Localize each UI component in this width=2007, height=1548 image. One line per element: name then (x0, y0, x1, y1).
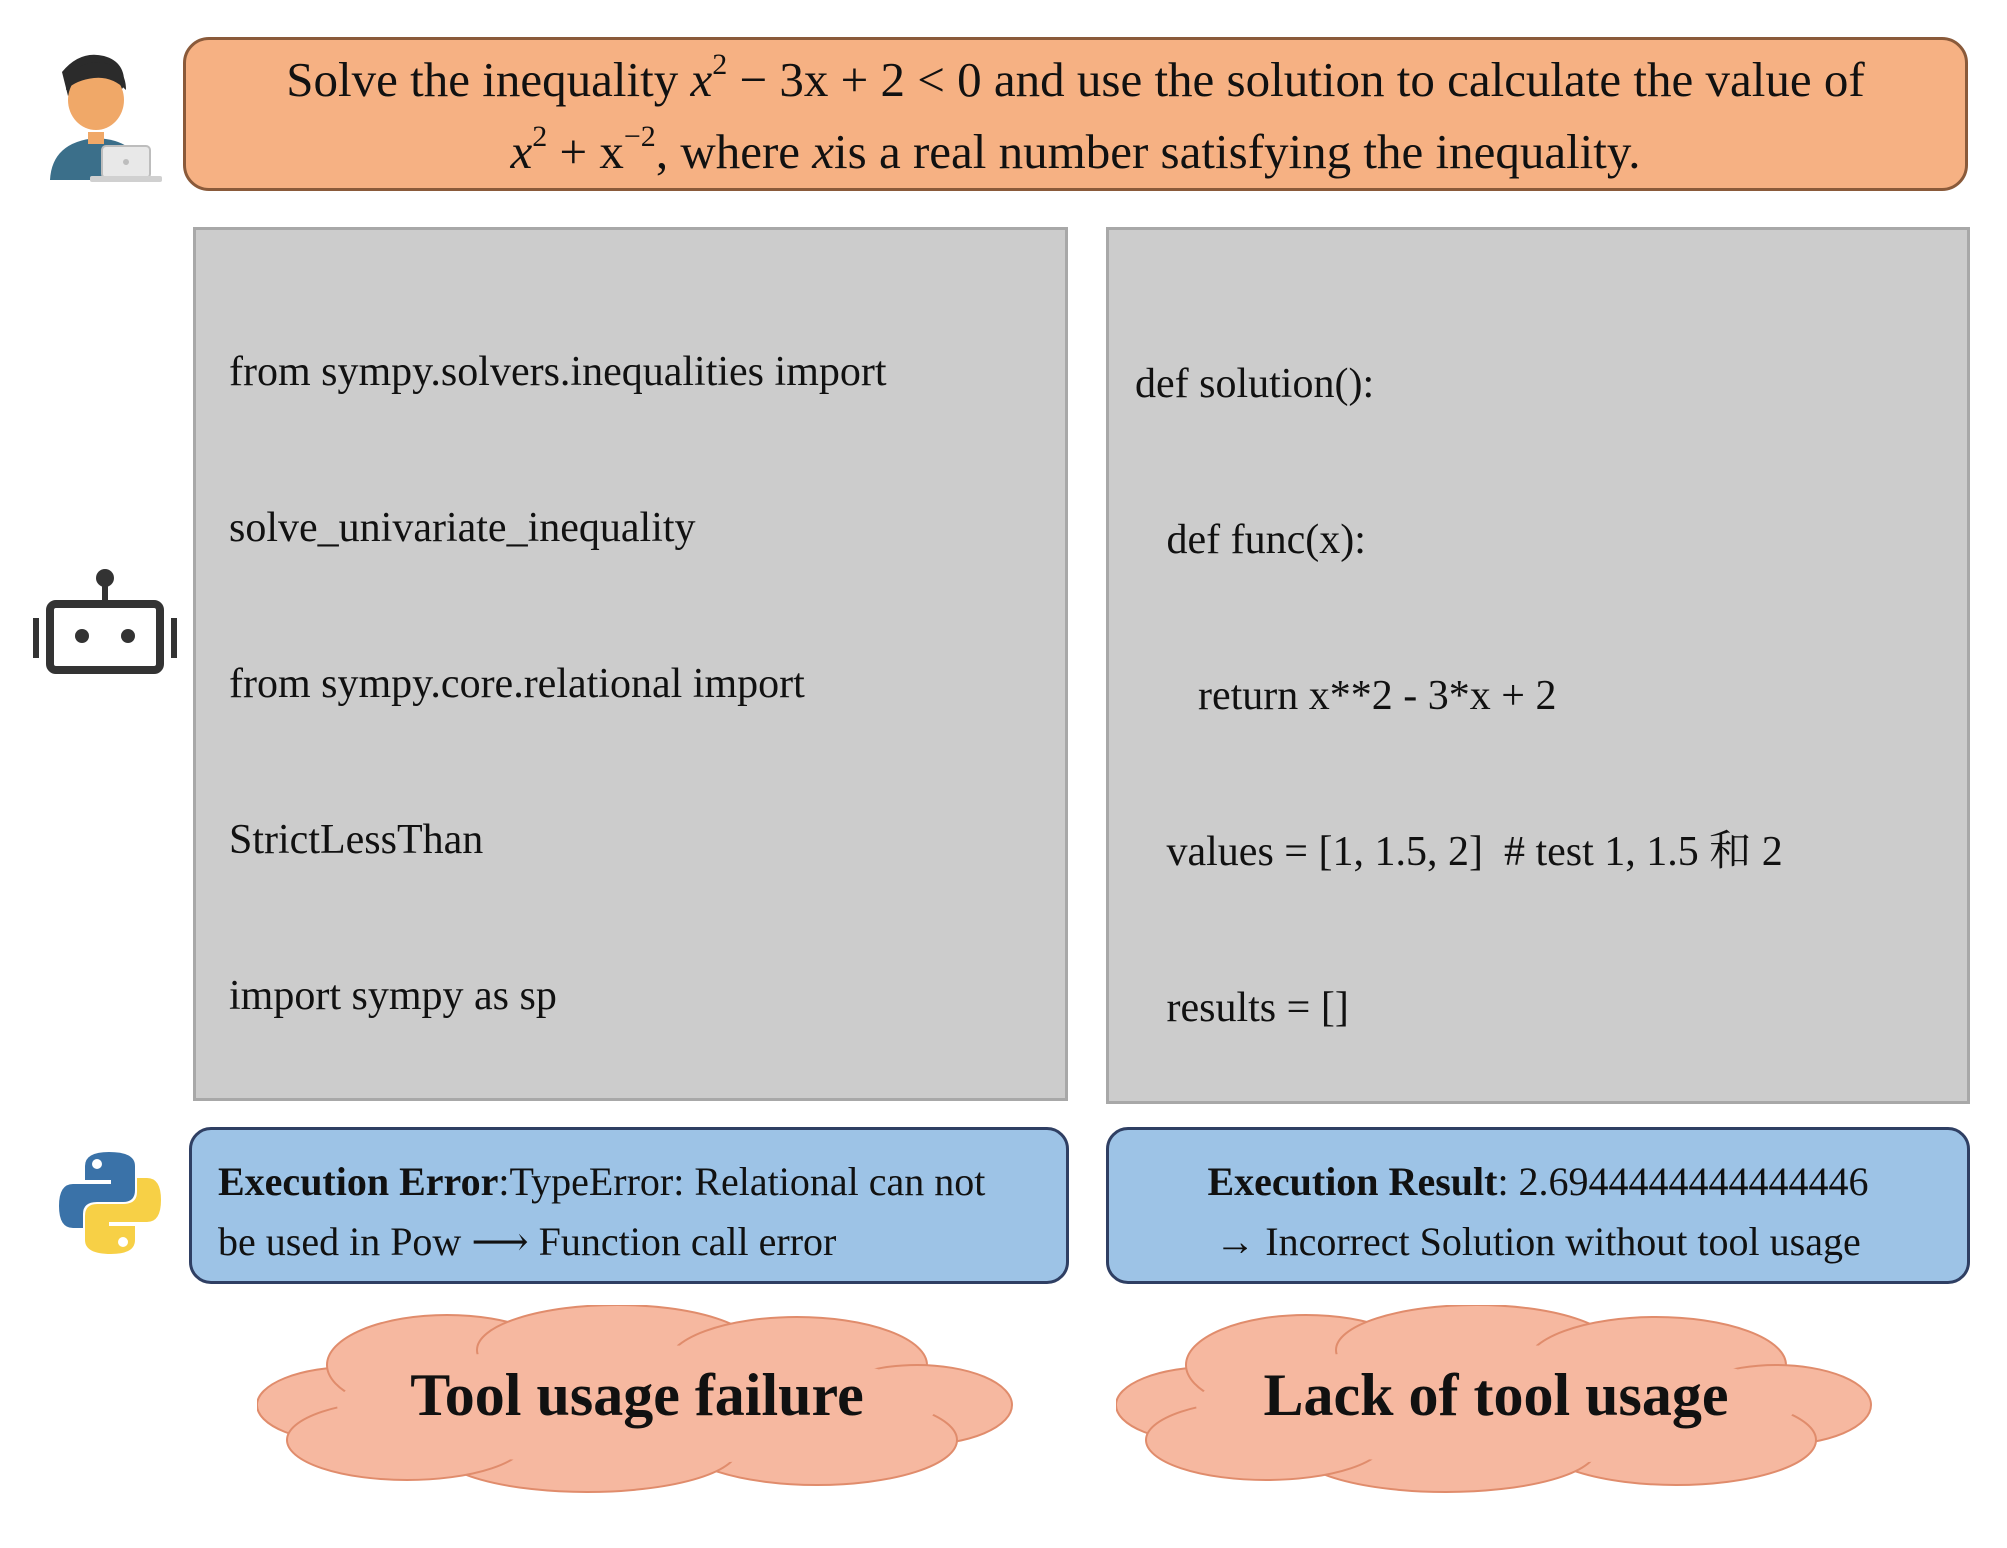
cloud-label: Lack of tool usage (1263, 1361, 1729, 1428)
user-laptop-icon (40, 50, 165, 185)
code-line: def func(x): (1135, 517, 1366, 563)
question-line-1: Solve the inequality $x^2 - 3x + 2 < 0$ and use the solution to calculate the value of (286, 48, 1865, 107)
left-code-panel (193, 227, 1068, 1101)
execution-result-value: : 2.6944444444444446 (1497, 1159, 1869, 1204)
execution-result-label: Execution Result (1207, 1159, 1498, 1204)
cloud-label: Tool usage failure (410, 1361, 864, 1428)
code-line: def solution(): (1135, 361, 1375, 407)
code-line: results = [] (1135, 985, 1349, 1031)
execution-error-label: Execution Error (218, 1159, 499, 1204)
execution-error-text-2: be used in Pow ⟶ Function call error (218, 1219, 837, 1264)
lack-of-tool-usage-cloud (1116, 1305, 1876, 1505)
code-line: from sympy.solvers.inequalities import (229, 349, 887, 395)
code-line: StrictLessThan (229, 817, 484, 863)
code-line: import sympy as sp (229, 973, 557, 1019)
question-banner (183, 37, 1968, 191)
right-code-panel (1106, 227, 1970, 1104)
question-line-2: $x^2 + x^{-2}$, where xis a real number satisfying the inequality. (510, 120, 1641, 179)
code-line: solve_univariate_inequality (229, 505, 696, 551)
python-logo-icon (55, 1148, 165, 1258)
execution-result-box (1106, 1127, 1970, 1284)
execution-error-text: :TypeError: Relational can not (498, 1159, 986, 1204)
execution-result-text-2: → Incorrect Solution without tool usage (1215, 1219, 1861, 1264)
code-line: values = [1, 1.5, 2] # test 1, 1.5 和 2 (1135, 829, 1783, 875)
robot-icon (30, 568, 180, 676)
tool-usage-failure-cloud (257, 1305, 1017, 1505)
code-line: from sympy.core.relational import (229, 661, 805, 707)
code-line: return x**2 - 3*x + 2 (1135, 673, 1557, 719)
execution-error-box (189, 1127, 1069, 1284)
